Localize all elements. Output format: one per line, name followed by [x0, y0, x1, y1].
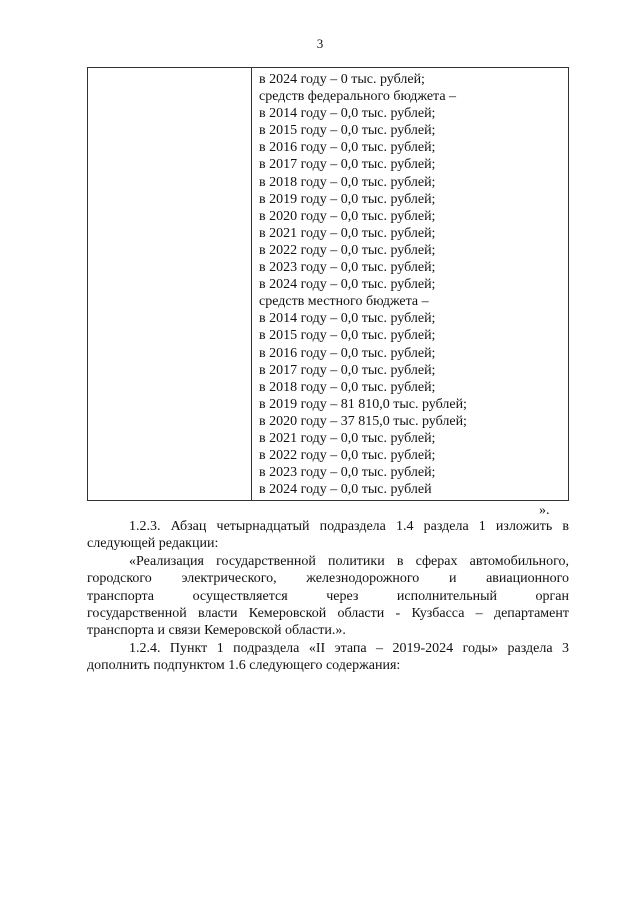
budget-line: в 2016 году – 0,0 тыс. рублей;	[259, 345, 436, 361]
table-right-column	[252, 68, 568, 500]
budget-line: в 2020 году – 37 815,0 тыс. рублей;	[259, 413, 467, 429]
body-text	[87, 518, 569, 675]
budget-line: в 2019 году – 81 810,0 тыс. рублей;	[259, 396, 467, 412]
budget-line: в 2020 году – 0,0 тыс. рублей;	[259, 208, 436, 224]
budget-line: средств федерального бюджета –	[259, 89, 457, 105]
paragraph-line: государственной власти Кемеровской области - Кузбасса – департамент	[87, 606, 569, 622]
paragraph-line: городского электрического, железнодорожного и авиационного	[87, 571, 569, 587]
page-number: 3	[316, 36, 324, 51]
budget-line: в 2018 году – 0,0 тыс. рублей;	[259, 174, 436, 190]
budget-line: в 2015 году – 0,0 тыс. рублей;	[259, 123, 436, 139]
budget-line: в 2018 году – 0,0 тыс. рублей;	[259, 379, 436, 395]
budget-line: в 2014 году – 0,0 тыс. рублей;	[259, 106, 436, 122]
budget-line: в 2014 году – 0,0 тыс. рублей;	[259, 311, 436, 327]
budget-line: в 2016 году – 0,0 тыс. рублей;	[259, 140, 436, 156]
paragraph-line: транспорта осуществляется через исполнительный орган	[87, 588, 569, 604]
paragraph	[87, 553, 569, 640]
budget-line: в 2024 году – 0,0 тыс. рублей;	[259, 277, 436, 293]
budget-line: в 2021 году – 0,0 тыс. рублей;	[259, 430, 436, 446]
paragraph	[87, 518, 569, 553]
paragraph-line: 1.2.4. Пункт 1 подраздела «II этапа – 2019-2024 годы» раздела 3	[129, 640, 569, 656]
table-left-column	[88, 68, 252, 500]
budget-line: средств местного бюджета –	[259, 294, 429, 310]
budget-line: в 2017 году – 0,0 тыс. рублей;	[259, 362, 436, 378]
paragraph-line: 1.2.3. Абзац четырнадцатый подраздела 1.4 раздела 1 изложить в	[129, 519, 569, 534]
budget-line: в 2023 году – 0,0 тыс. рублей;	[259, 260, 436, 276]
closing-quote: ».	[539, 503, 550, 518]
paragraph	[87, 640, 569, 675]
budget-line: в 2024 году – 0,0 тыс. рублей	[259, 482, 432, 498]
paragraph-line: транспорта и связи Кемеровской области.».	[87, 623, 346, 639]
budget-line: в 2023 году – 0,0 тыс. рублей;	[259, 465, 436, 481]
paragraph-line: дополнить подпунктом 1.6 следующего содержания:	[87, 658, 401, 674]
budget-line: в 2015 году – 0,0 тыс. рублей;	[259, 328, 436, 344]
budget-line: в 2021 году – 0,0 тыс. рублей;	[259, 225, 436, 241]
paragraph-line: следующей редакции:	[87, 536, 219, 552]
budget-line: в 2017 году – 0,0 тыс. рублей;	[259, 157, 436, 173]
budget-line: в 2024 году – 0 тыс. рублей;	[259, 72, 425, 87]
paragraph-line: «Реализация государственной политики в сферах автомобильного,	[129, 553, 569, 569]
budget-line: в 2022 году – 0,0 тыс. рублей;	[259, 448, 436, 464]
budget-line: в 2019 году – 0,0 тыс. рублей;	[259, 191, 436, 207]
budget-table	[87, 67, 569, 501]
budget-line: в 2022 году – 0,0 тыс. рублей;	[259, 242, 436, 258]
